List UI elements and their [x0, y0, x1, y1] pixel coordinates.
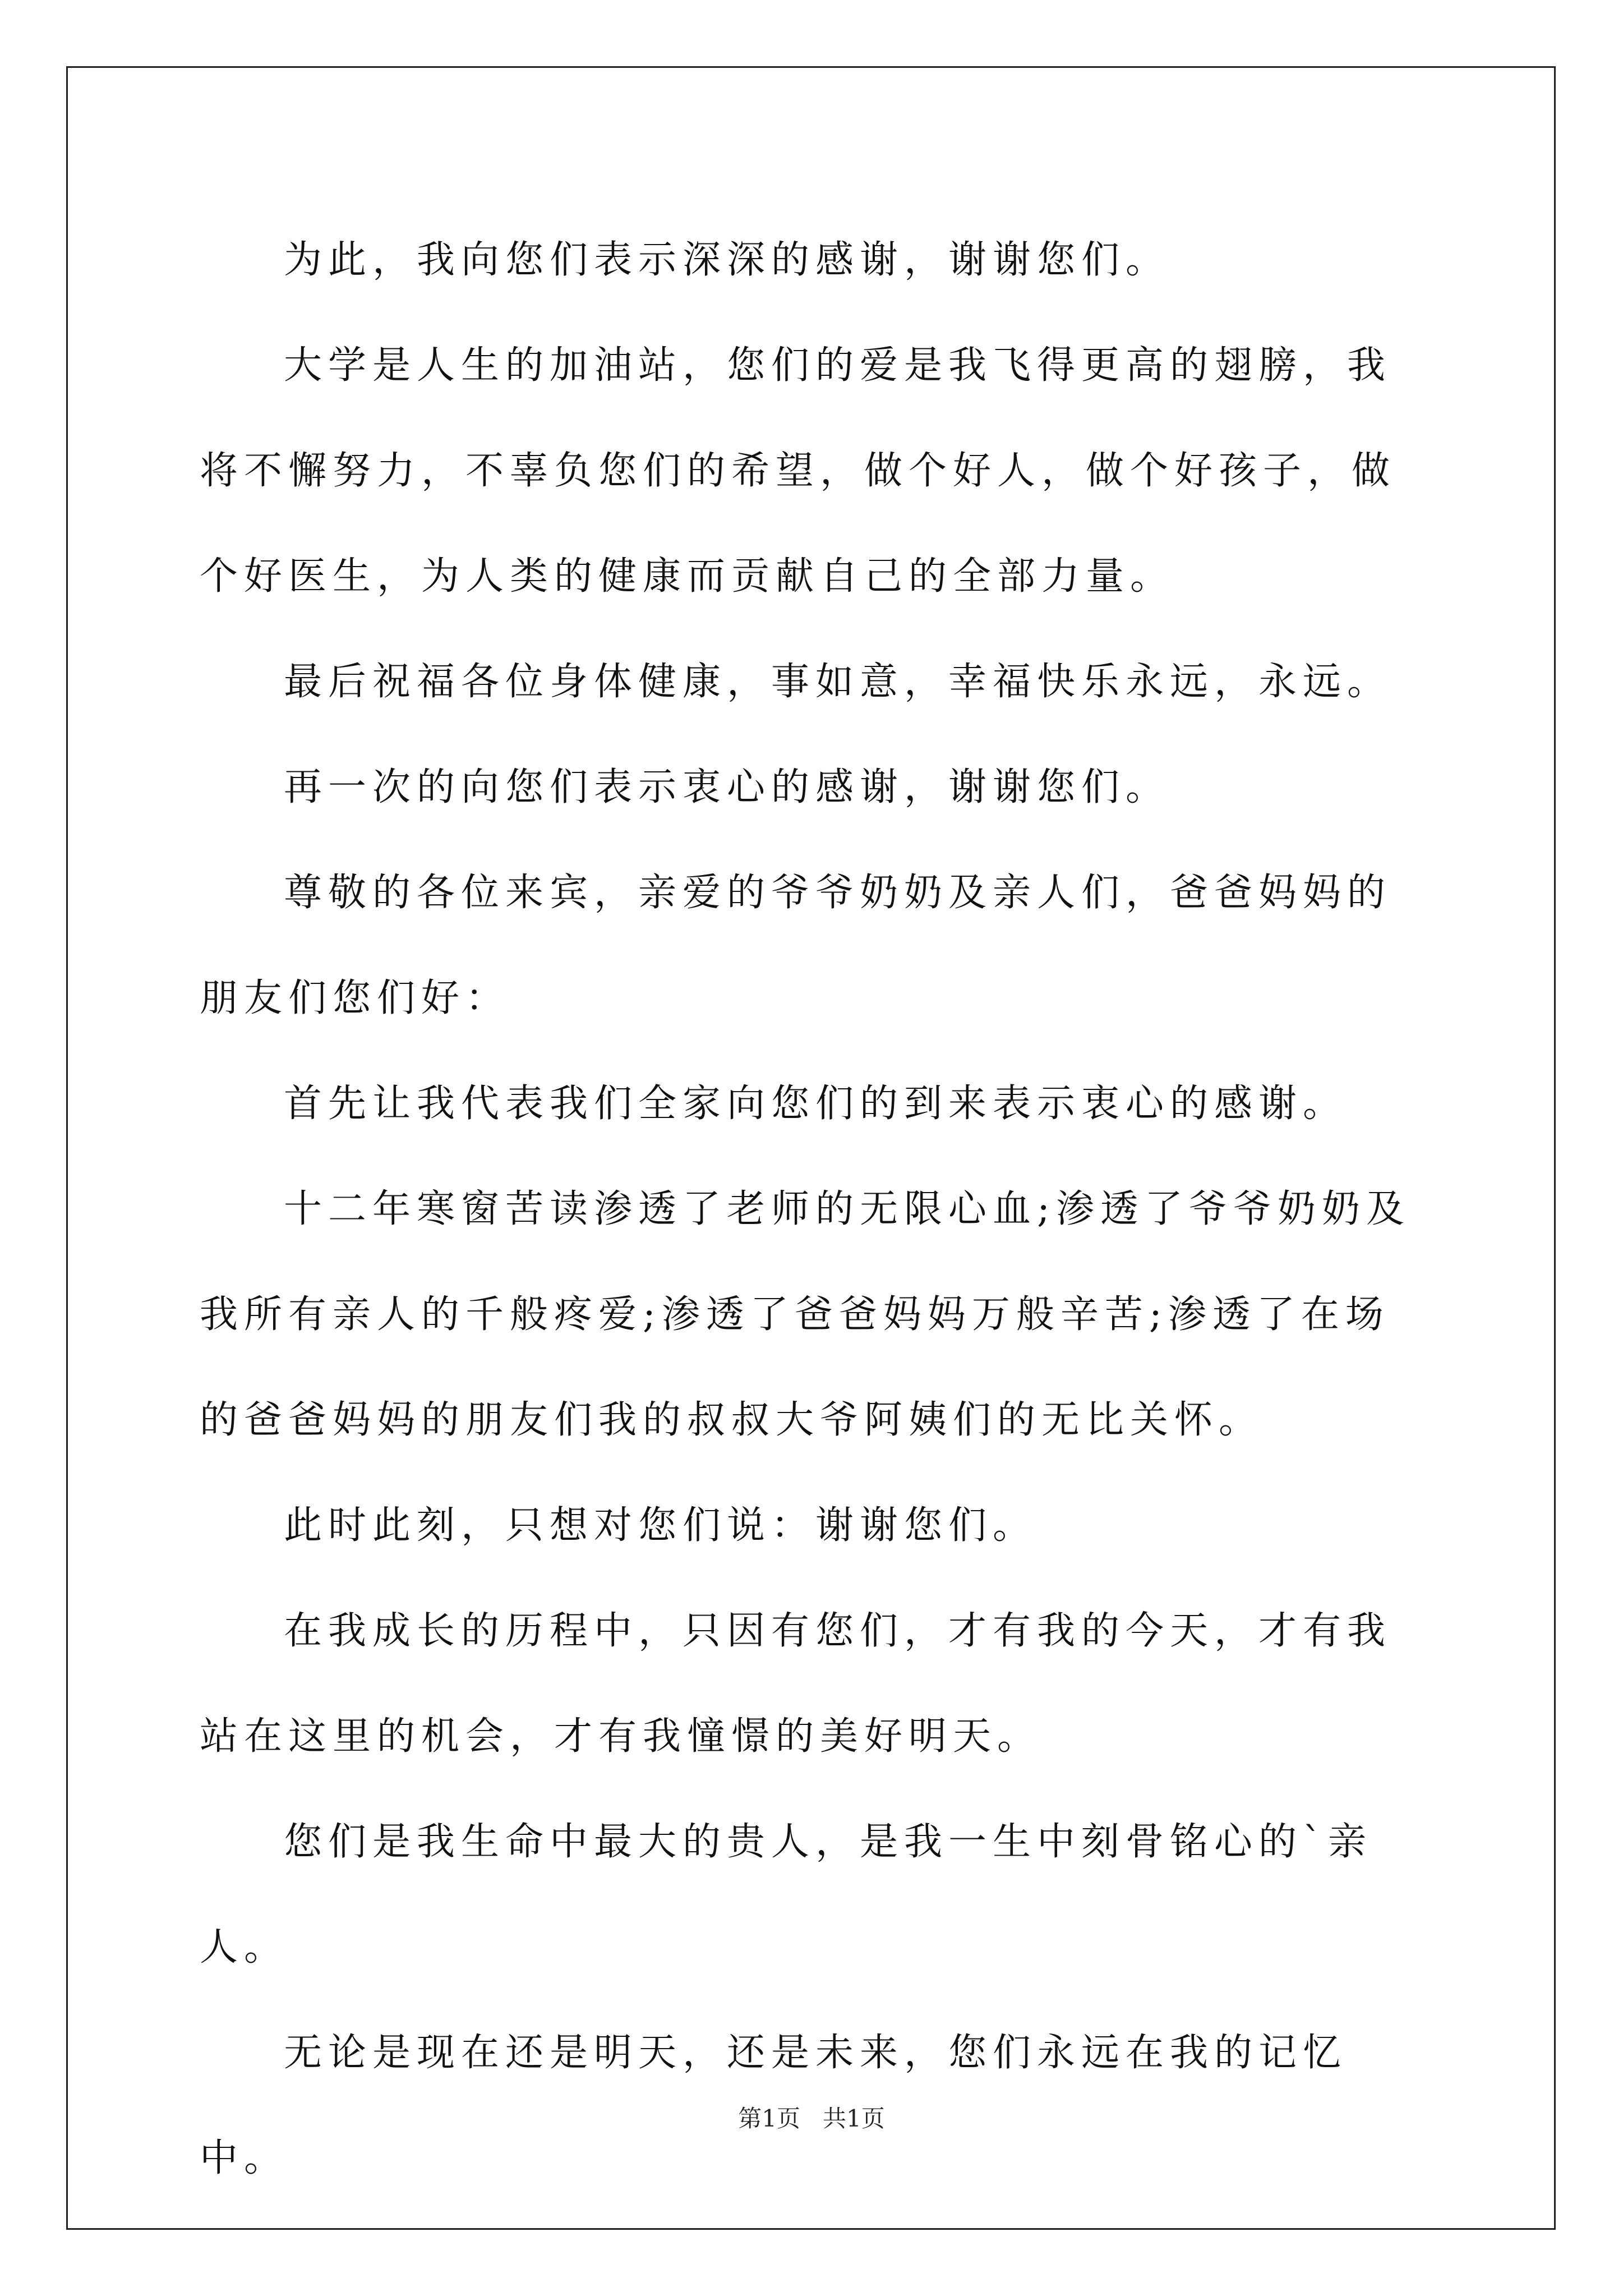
paragraph-9: 在我成长的历程中，只因有您们，才有我的今天，才有我站在这里的机会，才有我憧憬的美好明天。 [200, 1609, 1392, 1759]
paragraph-10: 您们是我生命中最大的贵人，是我一生中刻骨铭心的`亲人。 [200, 1820, 1373, 1970]
paragraph-5: 尊敬的各位来宾，亲爱的爷爷奶奶及亲人们，爸爸妈妈的朋友们您们好： [200, 871, 1392, 1020]
paragraph-7: 十二年寒窗苦读渗透了老师的无限心血;渗透了爷爷奶奶及我所有亲人的千般疼爱;渗透了爸爸妈妈万般辛苦;渗透了在场的爸爸妈妈的朋友们我的叔叔大爷阿姨们的无比关怀。 [200, 1187, 1410, 1442]
paragraph-3: 最后祝福各位身体健康，事如意，幸福快乐永远，永远。 [284, 660, 1392, 704]
paragraph-4: 再一次的向您们表示衷心的感谢，谢谢您们。 [284, 765, 1170, 809]
paragraph-8: 此时此刻，只想对您们说：谢谢您们。 [284, 1503, 1038, 1548]
page-number: 第1页 [738, 2105, 800, 2132]
page-number-footer [0, 2100, 1623, 2134]
paragraph-11: 无论是现在还是明天，还是未来，您们永远在我的记忆中。 [200, 2031, 1348, 2180]
page-total: 共1页 [823, 2105, 885, 2132]
paragraph-2: 大学是人生的加油站，您们的爱是我飞得更高的翅膀，我将不懈努力，不辜负您们的希望，做个好人，做个好孩子，做个好医生，为人类的健康而贡献自己的全部力量。 [200, 343, 1396, 599]
document-body [200, 208, 1433, 2211]
paragraph-1: 为此，我向您们表示深深的感谢，谢谢您们。 [284, 238, 1170, 282]
paragraph-6: 首先让我代表我们全家向您们的到来表示衷心的感谢。 [284, 1082, 1348, 1126]
